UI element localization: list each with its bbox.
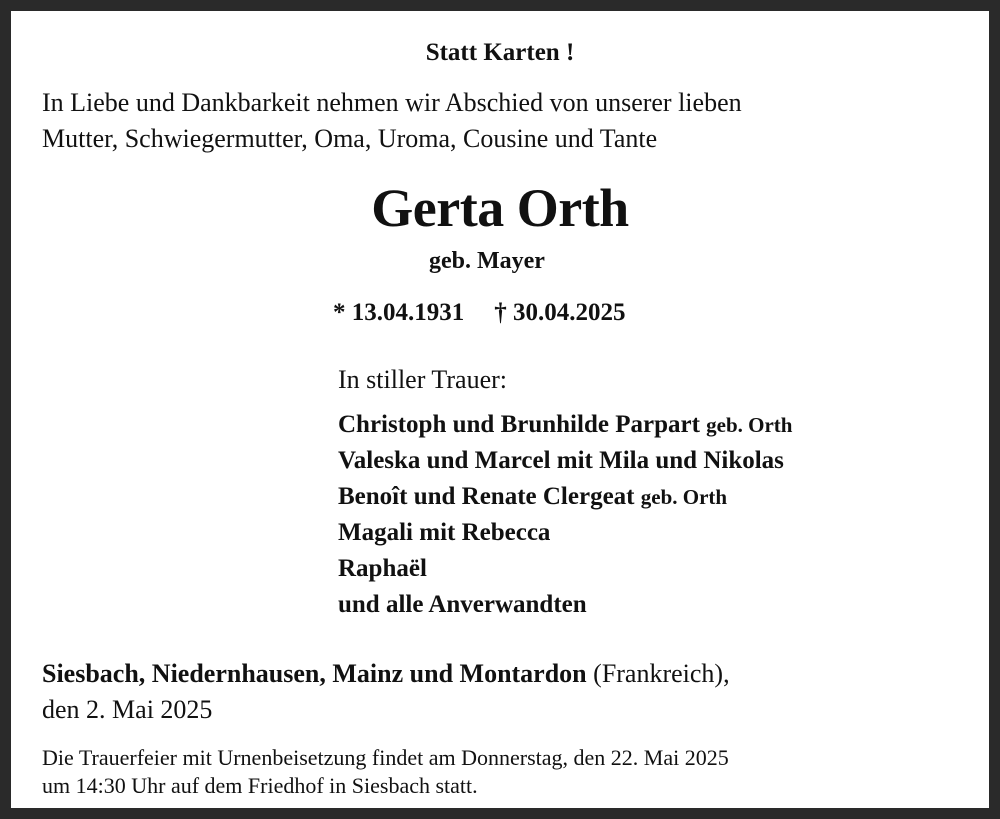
life-dates: [333, 299, 626, 327]
mourner-line: Valeska und Marcel mit Mila und Nikolas: [338, 447, 784, 474]
intro-line-1: In Liebe und Dankbarkeit nehmen wir Abschied von unserer lieben: [42, 88, 742, 117]
funeral-info: [42, 744, 729, 800]
death-date: † 30.04.2025: [494, 299, 626, 326]
birth-date: * 13.04.1931: [333, 299, 465, 326]
intro-text: [42, 85, 742, 157]
mourner-line: Benoît und Renate Clergeat geb. Orth: [338, 483, 728, 510]
mourner-line: Raphaël: [338, 555, 427, 582]
notice-title: Statt Karten !: [425, 39, 575, 66]
mourner-line: Christoph und Brunhilde Parpart geb. Orth: [338, 411, 793, 438]
deceased-name: Gerta Orth: [371, 178, 629, 238]
mourners-list: [338, 407, 792, 623]
place-line: [42, 656, 730, 692]
place-and-date: [42, 656, 730, 728]
maiden-name: geb. Mayer: [429, 248, 545, 274]
mourner-line: Magali mit Rebecca: [338, 519, 551, 546]
notice-date: den 2. Mai 2025: [42, 695, 213, 724]
funeral-line-2: um 14:30 Uhr auf dem Friedhof in Siesbach statt.: [42, 773, 478, 798]
mourner-line: und alle Anverwandten: [338, 591, 587, 618]
intro-line-2: Mutter, Schwiegermutter, Oma, Uroma, Cousine und Tante: [42, 124, 658, 153]
place-towns: Siesbach, Niedernhausen, Mainz und Montardon: [42, 659, 587, 688]
funeral-line-1: Die Trauerfeier mit Urnenbeisetzung findet am Donnerstag, den 22. Mai 2025: [42, 745, 729, 770]
place-country: (Frankreich),: [593, 659, 730, 688]
mourning-label: In stiller Trauer:: [338, 365, 507, 394]
